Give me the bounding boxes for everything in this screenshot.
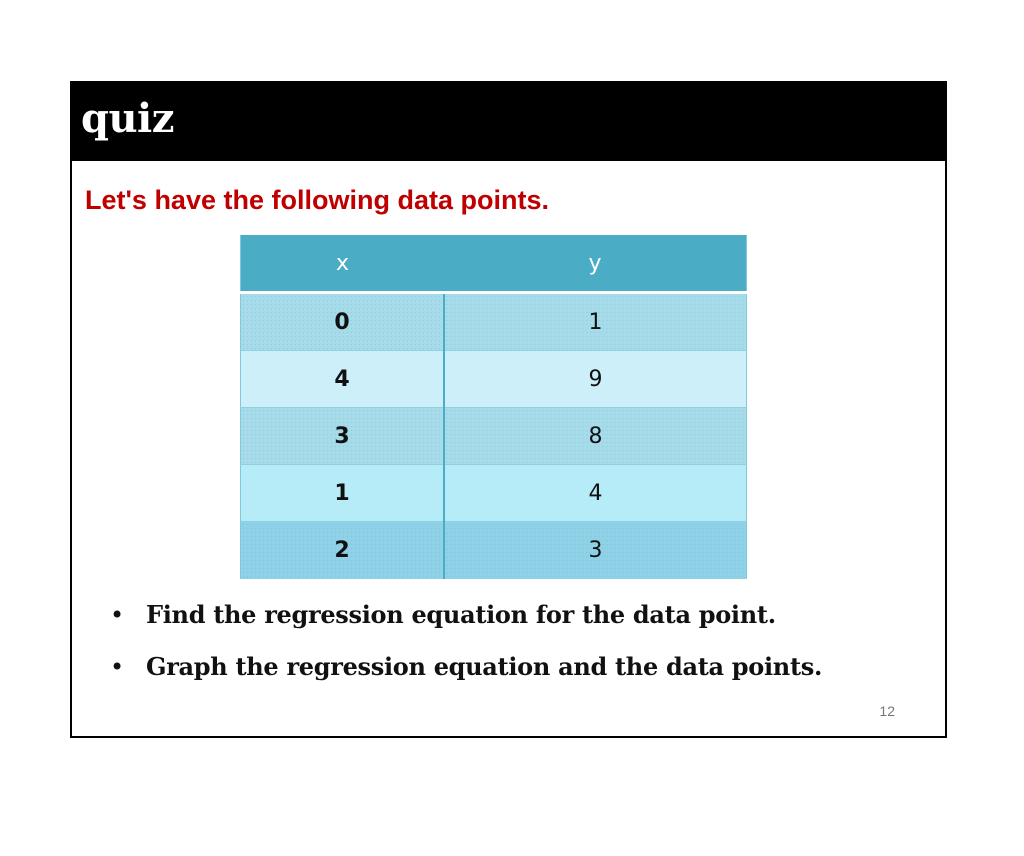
table-cell-x: 2 (241, 522, 445, 579)
slide (70, 81, 947, 738)
table-header-y: y (444, 235, 747, 293)
slide-title: quiz (81, 95, 174, 142)
title-bar (72, 83, 945, 161)
table-cell-y: 3 (444, 522, 747, 579)
table-row (241, 293, 747, 351)
bullet-icon: • (110, 601, 124, 629)
page-number: 12 (879, 703, 895, 719)
table-cell-x: 1 (241, 465, 445, 522)
slide-subtitle: Let's have the following data points. (85, 185, 549, 215)
table-row (241, 522, 747, 579)
table-cell-x: 4 (241, 351, 445, 408)
bullet-text: Graph the regression equation and the data points. (146, 652, 822, 681)
bullet-text: Find the regression equation for the data point. (146, 600, 776, 629)
table-row (241, 408, 747, 465)
table-header-row (241, 235, 747, 293)
table-row (241, 465, 747, 522)
table-header-x: x (241, 235, 445, 293)
bullet-icon: • (110, 653, 124, 681)
bullet-item (110, 593, 822, 645)
table-cell-y: 9 (444, 351, 747, 408)
bullet-list (110, 593, 822, 697)
data-table (240, 235, 747, 579)
table-row (241, 351, 747, 408)
table-cell-x: 3 (241, 408, 445, 465)
table-cell-y: 8 (444, 408, 747, 465)
table-cell-y: 1 (444, 293, 747, 351)
bullet-item (110, 645, 822, 697)
table-cell-y: 4 (444, 465, 747, 522)
table-cell-x: 0 (241, 293, 445, 351)
